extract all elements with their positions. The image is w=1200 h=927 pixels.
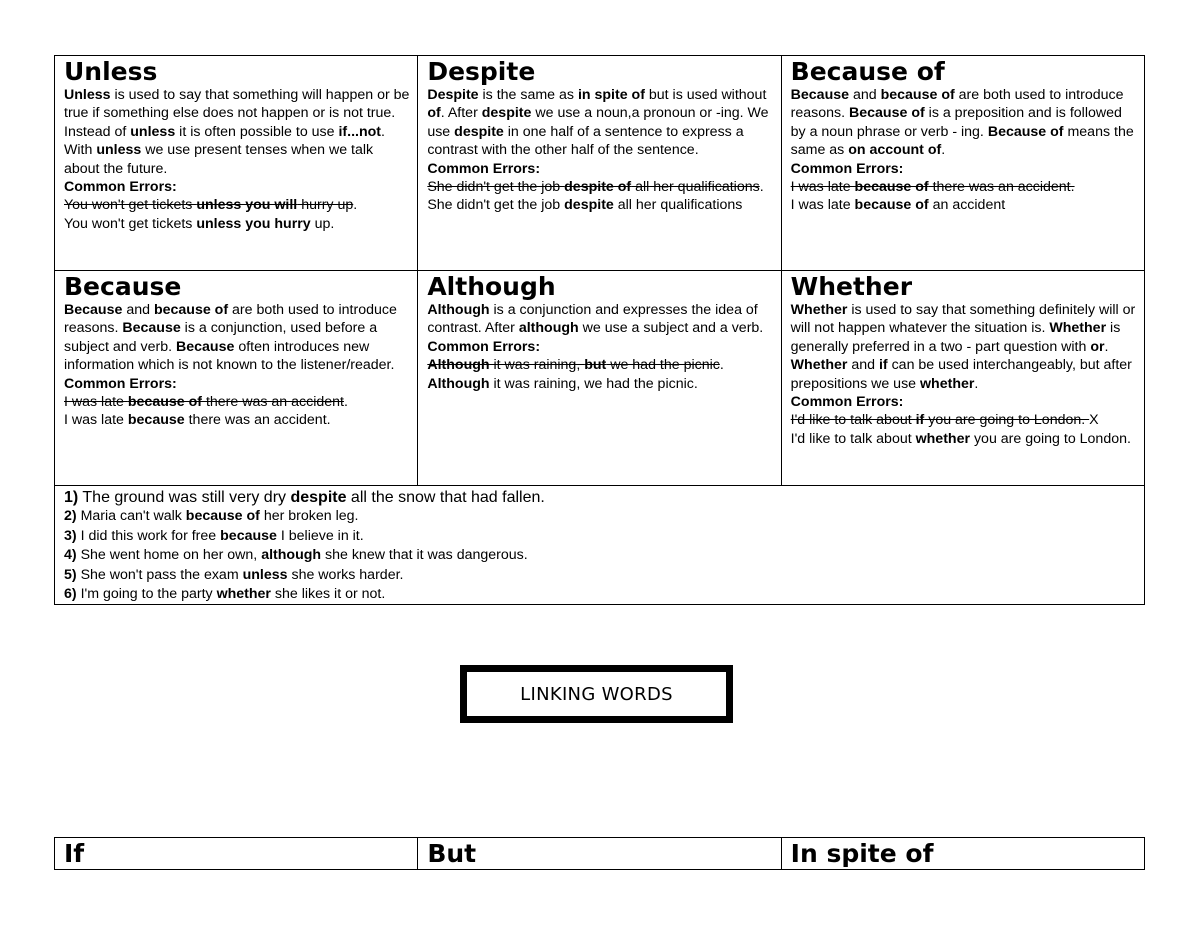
text: is used to say that something definitely will or will not happen whatever the situation is. <box>790 302 1136 337</box>
cell-title: Unless <box>64 57 158 86</box>
text: an accident <box>928 197 1006 214</box>
cell-but-title: But <box>418 838 781 870</box>
text: we use a subject and a verb. <box>578 320 764 337</box>
keyword: of <box>427 105 441 122</box>
text: . <box>1104 338 1109 355</box>
text: X <box>1089 412 1099 429</box>
text: her broken leg. <box>259 508 359 525</box>
keyword: or <box>1090 338 1105 355</box>
wrong-example <box>427 356 774 374</box>
keyword: because of <box>127 394 202 411</box>
keyword: Because <box>122 320 181 337</box>
text: . <box>719 357 724 374</box>
text: . After <box>440 105 482 122</box>
exercise-number: 4) <box>64 547 77 564</box>
keyword: Because of <box>849 105 925 122</box>
keyword: on account of <box>848 142 942 159</box>
keyword: Because <box>790 87 850 103</box>
keyword: Although <box>427 302 490 318</box>
text: You won't get tickets <box>64 197 197 214</box>
text: is the same as <box>478 87 578 103</box>
text: She went home on her own, <box>76 547 262 564</box>
text: I was late <box>790 197 855 214</box>
correct-example <box>427 196 774 214</box>
exercise-line <box>64 546 1138 565</box>
cell-despite <box>418 56 781 271</box>
text: and <box>849 87 881 103</box>
text: and <box>122 302 154 318</box>
exercise-number: 6) <box>64 586 77 603</box>
explanation <box>791 301 1138 393</box>
cell-because <box>55 271 418 486</box>
linking-words-title-box: LINKING WORDS <box>460 665 733 723</box>
keyword: because of <box>153 302 229 318</box>
explanation <box>427 301 774 338</box>
common-errors-label: Common Errors: <box>64 179 177 196</box>
keyword: Because <box>176 338 235 355</box>
text: . With <box>64 123 385 159</box>
keyword: because of <box>185 508 260 525</box>
text: . <box>353 197 358 214</box>
text: . <box>974 375 979 392</box>
keyword: if <box>915 412 925 429</box>
keyword: Although <box>427 375 490 392</box>
explanation <box>64 301 411 375</box>
keyword: but <box>584 357 607 374</box>
text: we use present tenses when we talk about the future. <box>64 142 374 177</box>
keyword: unless you hurry <box>196 215 311 232</box>
common-errors-label: Common Errors: <box>64 375 177 392</box>
text: it was raining, <box>489 357 585 374</box>
text: is a conjunction and expresses the idea of contrast. After <box>427 302 758 337</box>
common-errors-label: Common Errors: <box>790 394 904 411</box>
correct-example <box>64 215 411 233</box>
keyword: despite <box>454 123 504 140</box>
keyword: Because of <box>987 123 1064 140</box>
bottom-word-row <box>54 837 1145 870</box>
correct-example <box>791 196 1138 214</box>
text: . <box>343 394 348 411</box>
keyword: because of <box>880 87 955 103</box>
text: I'd like to talk about <box>790 412 916 429</box>
keyword: Unless <box>64 87 111 103</box>
text: it is often possible to use <box>175 123 339 140</box>
text: often introduces new information which is not known to the listener/reader. <box>64 338 395 374</box>
text: is generally preferred in a two - part question with <box>790 320 1121 355</box>
correct-example <box>64 411 411 429</box>
text: there was an accident <box>202 394 344 411</box>
text: means the same as <box>790 123 1134 159</box>
text: and <box>847 357 879 374</box>
linking-words-grid <box>54 55 1145 605</box>
text: all the snow that had fallen. <box>346 489 545 506</box>
wrong-example <box>427 178 774 196</box>
explanation <box>64 86 411 178</box>
correct-example <box>427 375 774 393</box>
keyword: because <box>220 527 277 544</box>
cell-title: Despite <box>427 57 536 86</box>
text: you are going to London. <box>924 412 1090 429</box>
wrong-example <box>64 393 411 411</box>
cell-title: Because <box>64 272 182 301</box>
exercise-sentences <box>55 486 1145 605</box>
text: can be used interchangeably, but after prepositions we use <box>790 357 1132 392</box>
text: I was late <box>64 412 128 429</box>
text: She didn't get the job <box>427 197 565 214</box>
exercise-line <box>64 488 1138 507</box>
cell-whether <box>781 271 1144 486</box>
cell-although <box>418 271 781 486</box>
common-errors-label: Common Errors: <box>790 160 904 177</box>
text: are both used to introduce reasons. <box>64 302 397 337</box>
keyword: although <box>518 320 579 337</box>
text: we had the picnic <box>606 357 720 374</box>
exercise-line <box>64 566 1138 585</box>
text: are both used to introduce reasons. <box>790 87 1124 122</box>
keyword: in spite of <box>577 87 645 103</box>
exercise-line <box>64 527 1138 546</box>
keyword: whether <box>920 375 975 392</box>
keyword: whether <box>216 586 271 603</box>
text: Maria can't walk <box>76 508 186 525</box>
exercise-number: 5) <box>64 566 77 583</box>
keyword: Despite <box>427 87 479 103</box>
text: in one half of a sentence to express a contrast with the other half of the sentence. <box>427 123 744 159</box>
text: there was an accident. <box>184 412 331 429</box>
common-errors-label: Common Errors: <box>427 338 541 355</box>
text: all her qualifications <box>613 197 743 214</box>
text: I was late <box>790 179 855 196</box>
text: there was an accident. <box>928 179 1075 196</box>
text: The ground was still very dry <box>78 489 291 506</box>
keyword: unless <box>130 123 176 140</box>
text: is used to say that something will happen or be true if something else does not happen or is not true. Instead of <box>64 87 410 140</box>
keyword: despite of <box>564 179 632 196</box>
keyword: if <box>878 357 888 374</box>
exercise-number: 2) <box>64 508 77 525</box>
keyword: Whether <box>790 302 848 318</box>
text: she likes it or not. <box>270 586 386 603</box>
text: is a preposition and is followed by a noun phrase or verb - ing. <box>790 105 1122 140</box>
text: . <box>941 142 946 159</box>
cell-unless <box>55 56 418 271</box>
text: she works harder. <box>287 566 404 583</box>
cell-title: Because of <box>790 57 945 86</box>
keyword: despite <box>290 489 347 506</box>
keyword: if...not <box>338 123 382 140</box>
keyword: unless <box>96 142 142 159</box>
exercise-line <box>64 507 1138 526</box>
explanation <box>791 86 1138 160</box>
text: I'd like to talk about <box>790 430 916 447</box>
text: you are going to London. <box>970 430 1131 447</box>
common-errors-label: Common Errors: <box>427 160 541 177</box>
exercise-number: 1) <box>64 489 79 506</box>
text: She won't pass the exam <box>76 566 243 583</box>
wrong-example <box>791 411 1138 429</box>
cell-title: Although <box>427 272 556 301</box>
exercise-line <box>64 585 1138 604</box>
wrong-example <box>64 196 411 214</box>
text: hurry up <box>297 197 354 214</box>
text: she knew that it was dangerous. <box>321 547 528 564</box>
keyword: Although <box>427 357 490 374</box>
correct-example <box>791 430 1138 448</box>
text: I believe in it. <box>276 527 364 544</box>
cell-title: Whether <box>790 272 913 301</box>
text: . <box>759 179 764 196</box>
text: is a conjunction, used before a subject and verb. <box>64 320 378 355</box>
cell-in-spite-of-title: In spite of <box>781 838 1144 870</box>
keyword: despite <box>481 105 532 122</box>
text: all her qualifications <box>631 179 760 196</box>
wrong-example <box>791 178 1138 196</box>
keyword: unless <box>242 566 288 583</box>
keyword: Because <box>64 302 123 318</box>
explanation <box>427 86 774 160</box>
keyword: because <box>127 412 185 429</box>
keyword: unless you will <box>196 197 298 214</box>
text: it was raining, we had the picnic. <box>489 375 698 392</box>
text: we use a noun,a pronoun or -ing. We use <box>427 105 769 140</box>
keyword: despite <box>564 197 614 214</box>
keyword: Whether <box>790 357 848 374</box>
cell-because-of <box>781 56 1144 271</box>
cell-if-title: If <box>55 838 418 870</box>
text: I'm going to the party <box>76 586 217 603</box>
keyword: because of <box>854 197 929 214</box>
keyword: although <box>261 547 322 564</box>
text: I was late <box>64 394 128 411</box>
keyword: Whether <box>1049 320 1107 337</box>
exercise-number: 3) <box>64 527 77 544</box>
text: You won't get tickets <box>64 215 197 232</box>
text: but is used without <box>644 87 767 103</box>
keyword: whether <box>915 430 971 447</box>
keyword: because of <box>854 179 929 196</box>
text: She didn't get the job <box>427 179 565 196</box>
text: up. <box>310 215 335 232</box>
text: I did this work for free <box>76 527 221 544</box>
